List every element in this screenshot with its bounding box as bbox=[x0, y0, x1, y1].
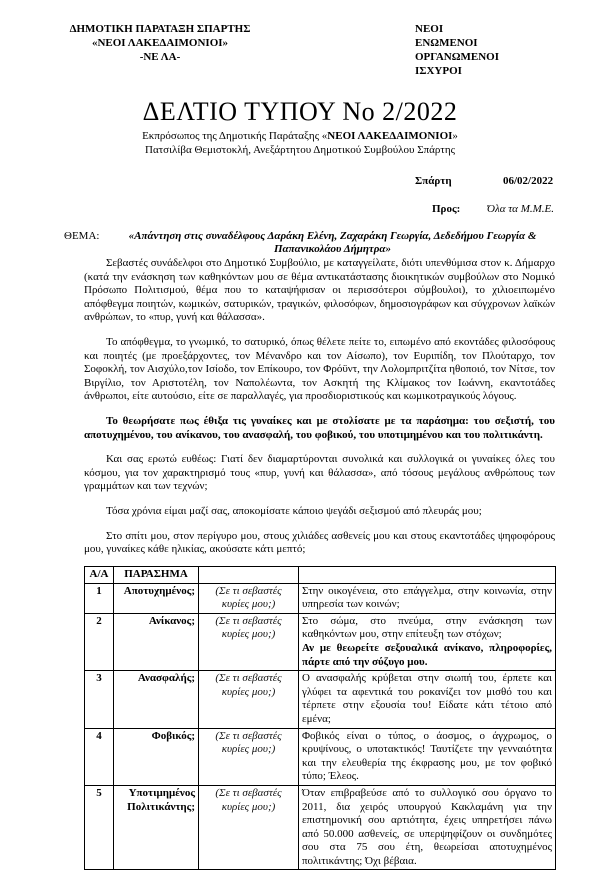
row-medal: Φοβικός; bbox=[114, 728, 199, 785]
row-note: (Σε τι σεβαστές κυρίες μου;) bbox=[199, 785, 299, 870]
row-medal: Ανασφαλής; bbox=[114, 671, 199, 728]
row-description: Ο ανασφαλής κρύβεται στην σιωπή του, έρπετε και γλύφει τα αφεντικά του ροκανίζει τον μισθό του και τέρπετε στην εξουσία του! Είδατε κάτι τέτοιο από εμένα; bbox=[299, 671, 556, 728]
row-number: 5 bbox=[85, 785, 114, 870]
row-description-text: Στο σώμα, στο πνεύμα, στην ενάσκηση των καθηκόντων μου, στην επίτευξη των στόχων; bbox=[302, 614, 552, 641]
motto-line: ΝΕΟΙ bbox=[415, 23, 444, 35]
header-cell-medal: ΠΑΡΑΣΗΜΑ bbox=[114, 567, 199, 584]
body-text bbox=[84, 257, 555, 568]
place: Σπάρτη bbox=[415, 175, 452, 187]
date: 06/02/2022 bbox=[503, 175, 554, 187]
header-cell-empty bbox=[299, 567, 556, 584]
row-description: Φοβικός είναι ο τύπος, ο άοσμος, ο άγχρωμος, ο κρυψίνους, ο υποτακτικός! Ταυτίζετε την γενναιότητα και την ελευθερία της έκφρασης μου, με τον φοβικό τύπο; Έλεος. bbox=[299, 728, 556, 785]
row-description bbox=[299, 583, 556, 613]
row-description-text: Στην οικογένεια, στο επάγγελμα, στην κοινωνία, στην υπηρεσία των κοινών; bbox=[302, 584, 552, 611]
party-slogan-line: «ΝΕΟΙ ΛΑΚΕΔΑΙΜΟΝΙΟΙ» bbox=[91, 37, 229, 49]
subtitle-prefix: Εκπρόσωπος της Δημοτικής Παράταξης « bbox=[142, 130, 328, 142]
motto-line: ΕΝΩΜΕΝΟΙ bbox=[415, 37, 478, 49]
paragraph-bold: Το θεωρήσατε πως έθιξα τις γυναίκες και με στολίσατε με τα παράσημα: του σεξιστή, του αποτυχημένου, του ανίκανου, του ανασφαλή, του φοβικού, του υποτιμημένου και του πολιτικάντη. bbox=[84, 414, 555, 441]
row-description: Όταν επιβραβεύσε από το συλλογικό σου όργανο το 2011, δια χειρός υπουργού Κακλαμάνη για την επιστημονική σου αρτιότητα, έχεις υπηρετήσει πάνω από 50.000 ασθενείς, σε υπερψηφίζουν οι συνδημότες σου στα 75 σου έτη, θεωρείσαι αποτυχημένος πολιτικάντης; Όχι βέβαια. bbox=[299, 785, 556, 870]
party-header bbox=[40, 22, 280, 64]
table-row bbox=[85, 613, 556, 670]
table-row bbox=[85, 785, 556, 870]
document-subtitle bbox=[0, 129, 600, 157]
paragraph: Στο σπίτι μου, στον περίγυρο μου, στους χιλιάδες ασθενείς μου και στους εκαντοτάδες ψηφοφόρους μου, γυναίκες κάθε ηλικίας, ακούσατε κάτι μεπτό; bbox=[84, 529, 555, 556]
recipient-value: Όλα τα Μ.Μ.Ε. bbox=[487, 203, 554, 215]
row-note: (Σε τι σεβαστές κυρίες μου;) bbox=[199, 671, 299, 728]
motto-line: ΟΡΓΑΝΩΜΕΝΟΙ bbox=[415, 51, 500, 63]
row-number: 4 bbox=[85, 728, 114, 785]
paragraph: Και σας ερωτώ ευθέως: Γιατί δεν διαμαρτύρονται συνολικά και συλλογικά οι γυναίκες όλες του κόσμου, για τον χαρακτηρισμό τους «πυρ, γυνή και θάλασσα», από τόσους μεγάλους ανθρώπους των γραμμάτων και των τεχνών; bbox=[84, 453, 555, 493]
paragraph: Τόσα χρόνια είμαι μαζί σας, αποκομίσατε κάποιο ψεγάδι σεξισμού από πλευράς μου; bbox=[106, 504, 482, 517]
subtitle-suffix: » bbox=[452, 130, 458, 142]
table-row bbox=[85, 671, 556, 728]
party-motto bbox=[415, 22, 535, 78]
header-cell-empty bbox=[199, 567, 299, 584]
row-note: (Σε τι σεβαστές κυρίες μου;) bbox=[199, 583, 299, 613]
row-number: 3 bbox=[85, 671, 114, 728]
party-name-line: ΔΗΜΟΤΙΚΗ ΠΑΡΑΤΑΞΗ ΣΠΑΡΤΗΣ bbox=[69, 23, 251, 35]
table-header-row bbox=[85, 567, 556, 584]
header-cell-number: Α/Α bbox=[85, 567, 114, 584]
party-abbrev-line: -ΝΕ ΛΑ- bbox=[139, 51, 181, 63]
subtitle-line-1 bbox=[0, 129, 600, 143]
motto-line: ΙΣΧΥΡΟΙ bbox=[415, 65, 462, 77]
paragraph: Το απόφθεγμα, το γνωμικό, το σατυρικό, όπως θέλετε πείτε το, ειπωμένο από εκοντάδες φιλοσόφους και ποιητές (με προεξάρχοντες, τον Μένανδρο και τον Αίσωπο), τον Ευριπίδη, τον Πλούταρχο, τον Σοφοκλή, τον Αισχύλο,τον Ισίοδο, τον Επίκουρο, τον Φρόϋντ, την Λολομπριτζίτα ηθοποιό, τον Νίτσε, τον Βιργίλιο, τον Αριστοτέλη, τον Ναπολέωντα, τον Ασκητή της Κλίμακος τον Ιωάννη, εκαντοτάδες άνθρωποι, είτε αυτούσιο, είτε σε παραλλαγές, για προσδιοριστικούς και κωμικοτραγικούς λόγους. bbox=[84, 335, 555, 403]
row-description bbox=[299, 613, 556, 670]
row-medal: Ανίκανος; bbox=[114, 613, 199, 670]
paragraph: Σεβαστές συνάδελφοι στο Δημοτικό Συμβούλιο, με καταγγείλατε, διότι υπενθύμισα στον κ. Δήμαρχο (κατά την ενάσκηση των καθηκόντων μου σε θέμα αντικατάστασης διοικητικών συμβούλων στο Νομικό Πρόσωπο Πολιτισμού, θέμα που το καταψήφισαν οι περισσότεροι σύμβουλοι), το χιλιοειπωμένο απόφθεγμα ποιητών, κωμικών, σατυρικών, τραγικών, φιλοσόφων, δημοσιογράφων και σύγχρονων λαϊκών ανθρώπων, το «πυρ, γυνή και θάλασσα». bbox=[84, 257, 555, 324]
document-title: ΔΕΛΤΙΟ ΤΥΠΟΥ Νο 2/2022 bbox=[142, 97, 458, 126]
row-note: (Σε τι σεβαστές κυρίες μου;) bbox=[199, 613, 299, 670]
table-row bbox=[85, 583, 556, 613]
recipient-label: Προς: bbox=[432, 203, 461, 215]
subject-label: ΘΕΜΑ: bbox=[64, 230, 100, 242]
row-medal: Αποτυχημένος; bbox=[114, 583, 199, 613]
subtitle-party: ΝΕΟΙ ΛΑΚΕΔΑΙΜΟΝΙΟΙ bbox=[327, 130, 453, 142]
row-medal: Υποτιμημένος Πολιτικάντης; bbox=[114, 785, 199, 870]
row-description-bold: Αν με θεωρείτε σεξουαλικά ανίκανο, πληροφορίες, πάρτε από την σύζυγο μου. bbox=[302, 641, 552, 668]
medals-table bbox=[84, 566, 556, 870]
row-number: 2 bbox=[85, 613, 114, 670]
subtitle-line-2: Πατσιλίβα Θεμιστοκλή, Ανεξάρτητου Δημοτικού Συμβούλου Σπάρτης bbox=[145, 144, 455, 156]
row-note: (Σε τι σεβαστές κυρίες μου;) bbox=[199, 728, 299, 785]
row-number: 1 bbox=[85, 583, 114, 613]
table-row bbox=[85, 728, 556, 785]
subject-text: «Απάντηση στις συναδέλφους Δαράκη Ελένη, Ζαχαράκη Γεωργία, Δεδεδήμου Γεωργία & Παπανικολάου Δήμητρα» bbox=[128, 230, 537, 255]
